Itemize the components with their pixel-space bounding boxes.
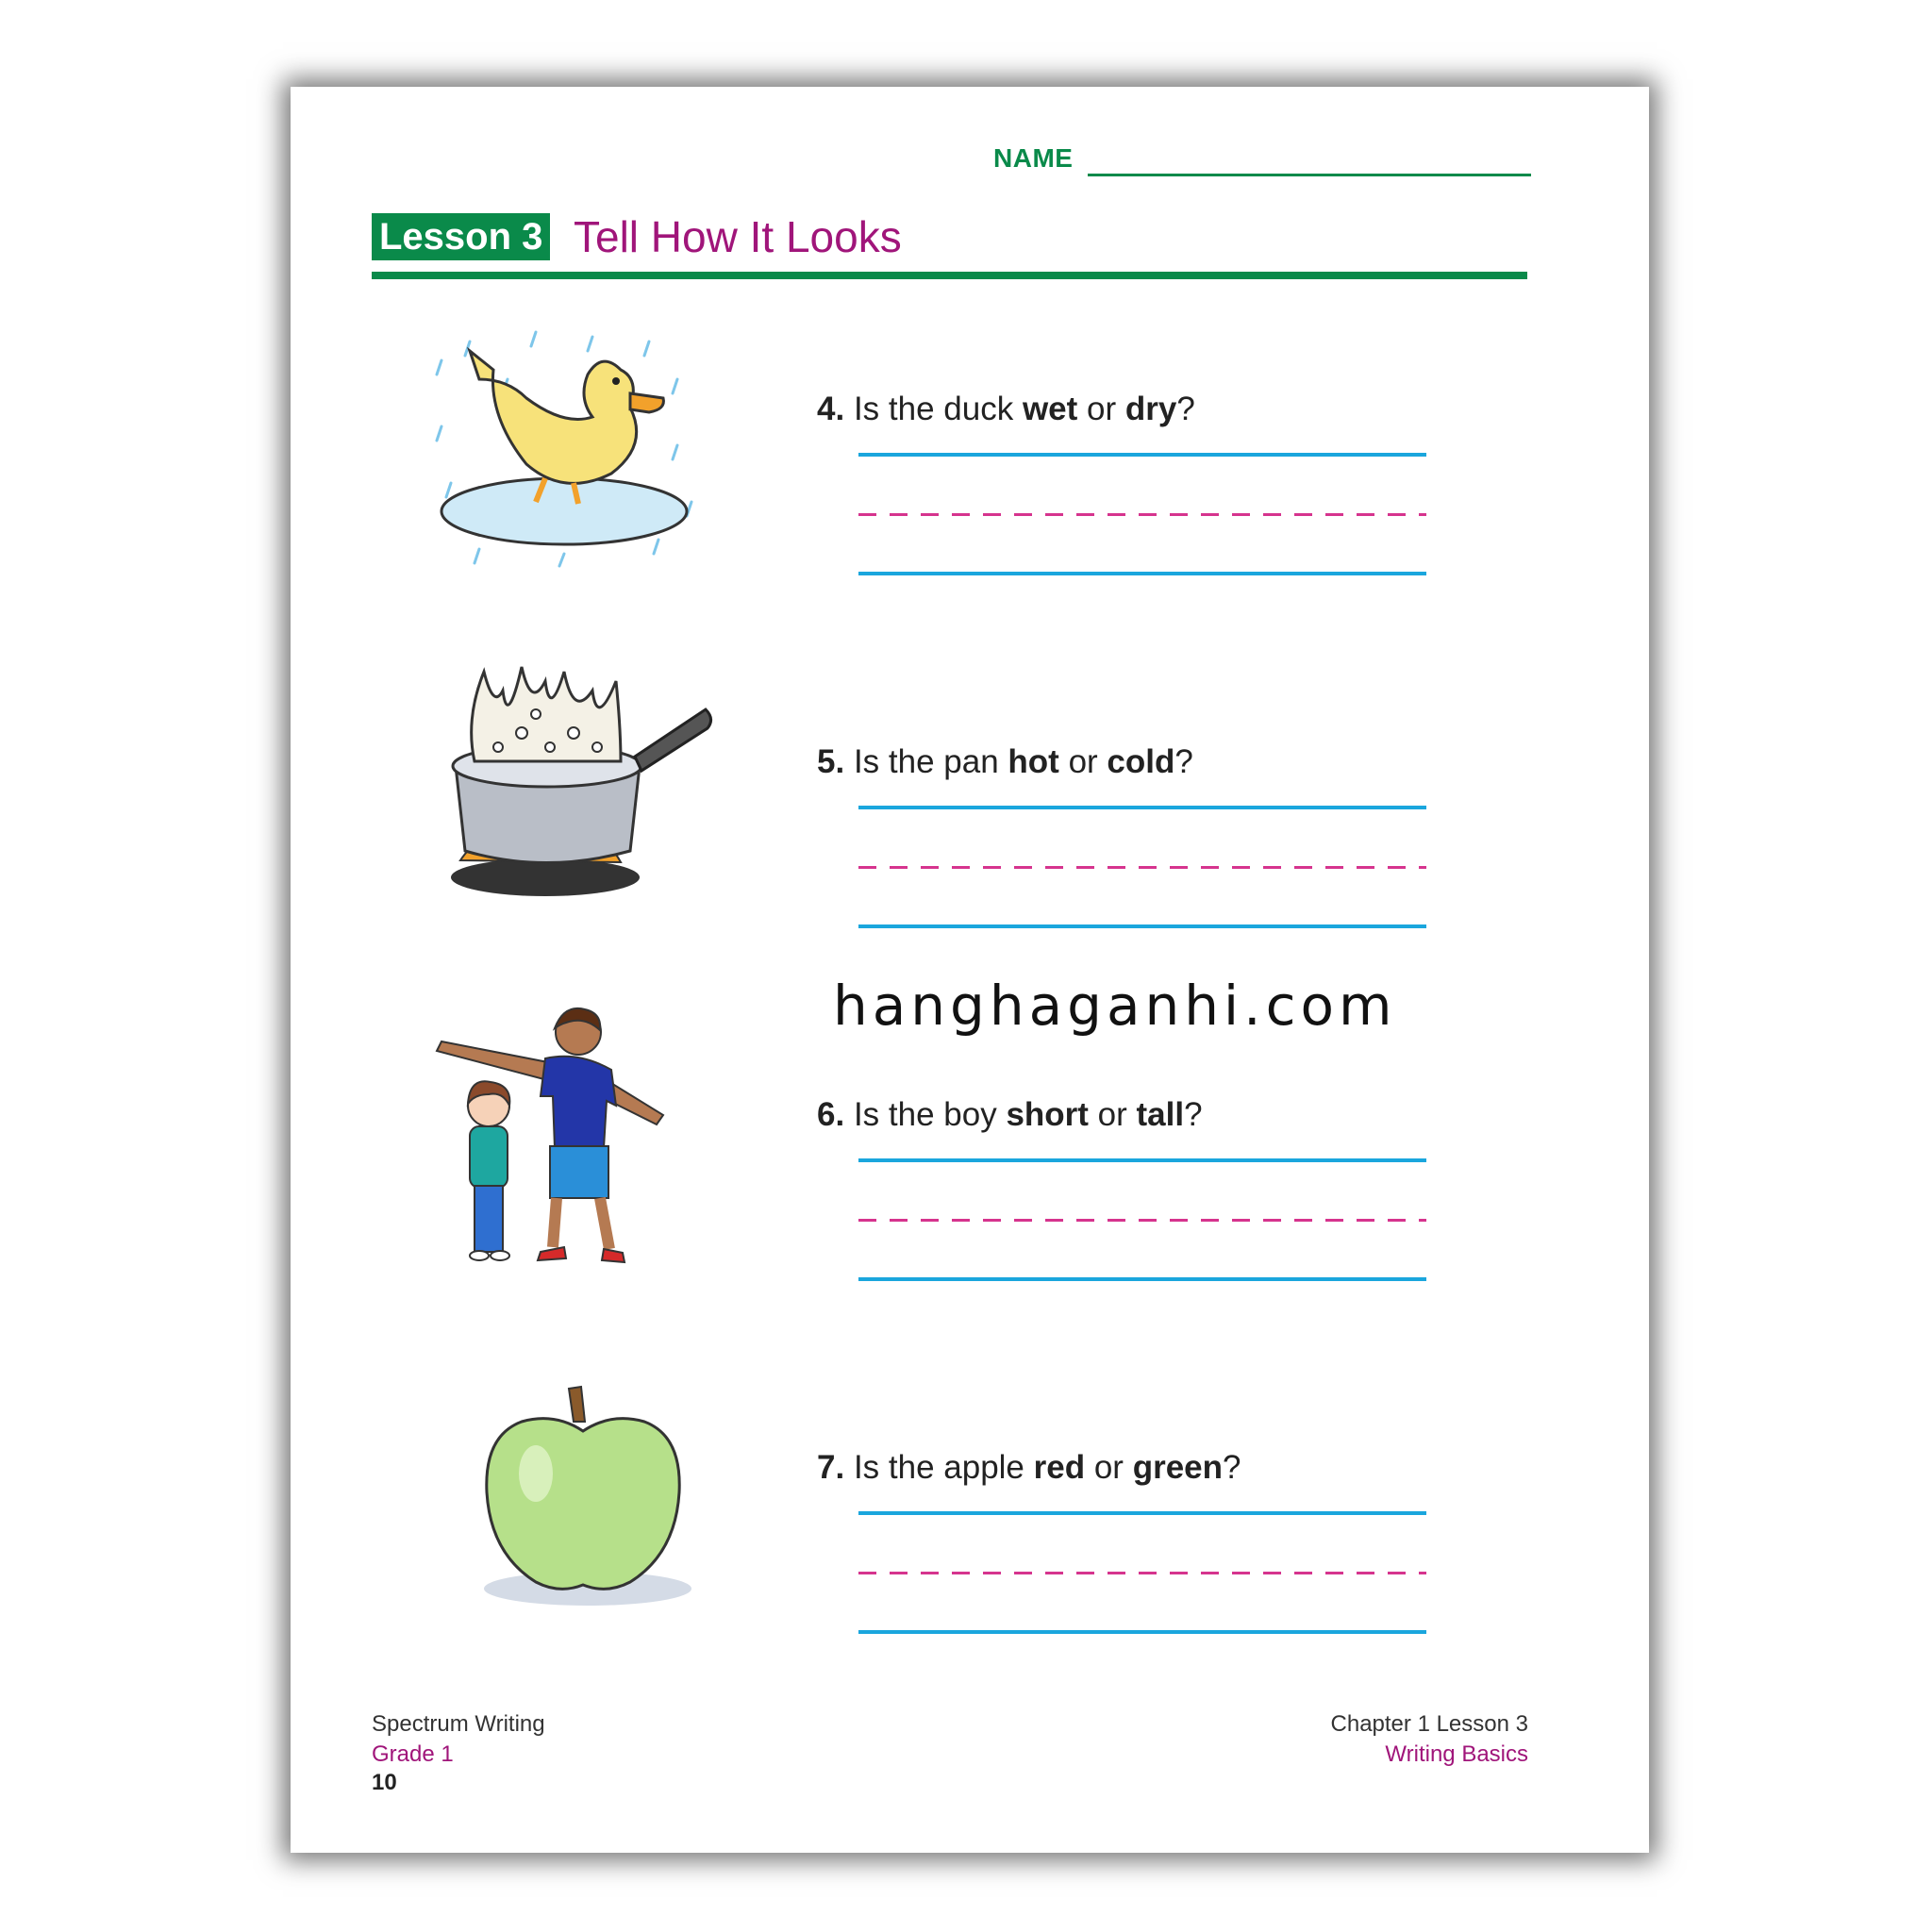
question-7-prompt: Is the apple [853, 1449, 1024, 1486]
name-label: NAME [993, 143, 1074, 173]
footer-left [372, 1709, 545, 1770]
question-6-mid-line[interactable] [858, 1219, 1426, 1222]
footer-chapter: Chapter 1 Lesson 3 [1330, 1711, 1528, 1737]
question-5-option-2: cold [1107, 743, 1175, 780]
question-7-option-1: red [1033, 1449, 1086, 1486]
header-rule [372, 272, 1527, 279]
question-5-bottom-line[interactable] [858, 924, 1426, 928]
question-7-top-line[interactable] [858, 1511, 1426, 1515]
question-6 [817, 1096, 1496, 1313]
question-6-bottom-line[interactable] [858, 1277, 1426, 1281]
footer-section: Writing Basics [1385, 1741, 1528, 1767]
question-4 [817, 391, 1496, 608]
question-6-option-1: short [1006, 1096, 1089, 1133]
green-apple-picture [479, 1379, 696, 1606]
question-7-text [817, 1449, 1241, 1487]
question-4-bottom-line[interactable] [858, 572, 1426, 575]
question-5-number: 5. [817, 743, 845, 780]
question-7-option-2: green [1132, 1449, 1224, 1486]
question-5-or: or [1068, 743, 1098, 780]
question-5-option-1: hot [1008, 743, 1059, 780]
page-number: 10 [372, 1770, 397, 1795]
name-write-line[interactable] [1088, 174, 1531, 176]
boy-and-girl-picture [423, 992, 687, 1266]
question-5-text [817, 743, 1193, 781]
question-5-top-line[interactable] [858, 806, 1426, 809]
question-4-end: ? [1176, 391, 1195, 427]
question-7 [817, 1449, 1496, 1666]
question-6-end: ? [1184, 1096, 1203, 1133]
question-6-option-2: tall [1136, 1096, 1185, 1133]
lesson-title: Tell How It Looks [574, 212, 902, 261]
question-5-prompt: Is the pan [853, 743, 999, 780]
question-5-end: ? [1174, 743, 1193, 780]
question-4-prompt: Is the duck [853, 391, 1014, 427]
question-6-or: or [1097, 1096, 1127, 1133]
footer-right [1331, 1709, 1528, 1770]
lesson-badge: Lesson 3 [372, 213, 550, 260]
question-7-or: or [1093, 1449, 1124, 1486]
question-6-text [817, 1096, 1203, 1134]
wet-duck-picture [423, 323, 706, 568]
watermark: hanghaganhi.com [833, 974, 1397, 1038]
question-5-mid-line[interactable] [858, 866, 1426, 869]
footer-book-title: Spectrum Writing [372, 1711, 545, 1737]
question-6-prompt: Is the boy [853, 1096, 997, 1133]
question-4-text [817, 391, 1195, 428]
boiling-pan-picture [432, 653, 734, 908]
lesson-header [372, 213, 1527, 281]
question-7-end: ? [1223, 1449, 1241, 1486]
question-6-number: 6. [817, 1096, 845, 1133]
question-6-top-line[interactable] [858, 1158, 1426, 1162]
question-4-mid-line[interactable] [858, 513, 1426, 516]
question-7-number: 7. [817, 1449, 845, 1486]
name-field [993, 143, 1522, 181]
question-4-option-2: dry [1124, 391, 1177, 427]
worksheet-page [291, 87, 1649, 1853]
footer-grade: Grade 1 [372, 1741, 454, 1767]
question-4-option-1: wet [1022, 391, 1078, 427]
question-5 [817, 743, 1496, 960]
question-7-bottom-line[interactable] [858, 1630, 1426, 1634]
question-7-mid-line[interactable] [858, 1572, 1426, 1574]
question-4-top-line[interactable] [858, 453, 1426, 457]
question-4-number: 4. [817, 391, 845, 427]
question-4-or: or [1087, 391, 1117, 427]
